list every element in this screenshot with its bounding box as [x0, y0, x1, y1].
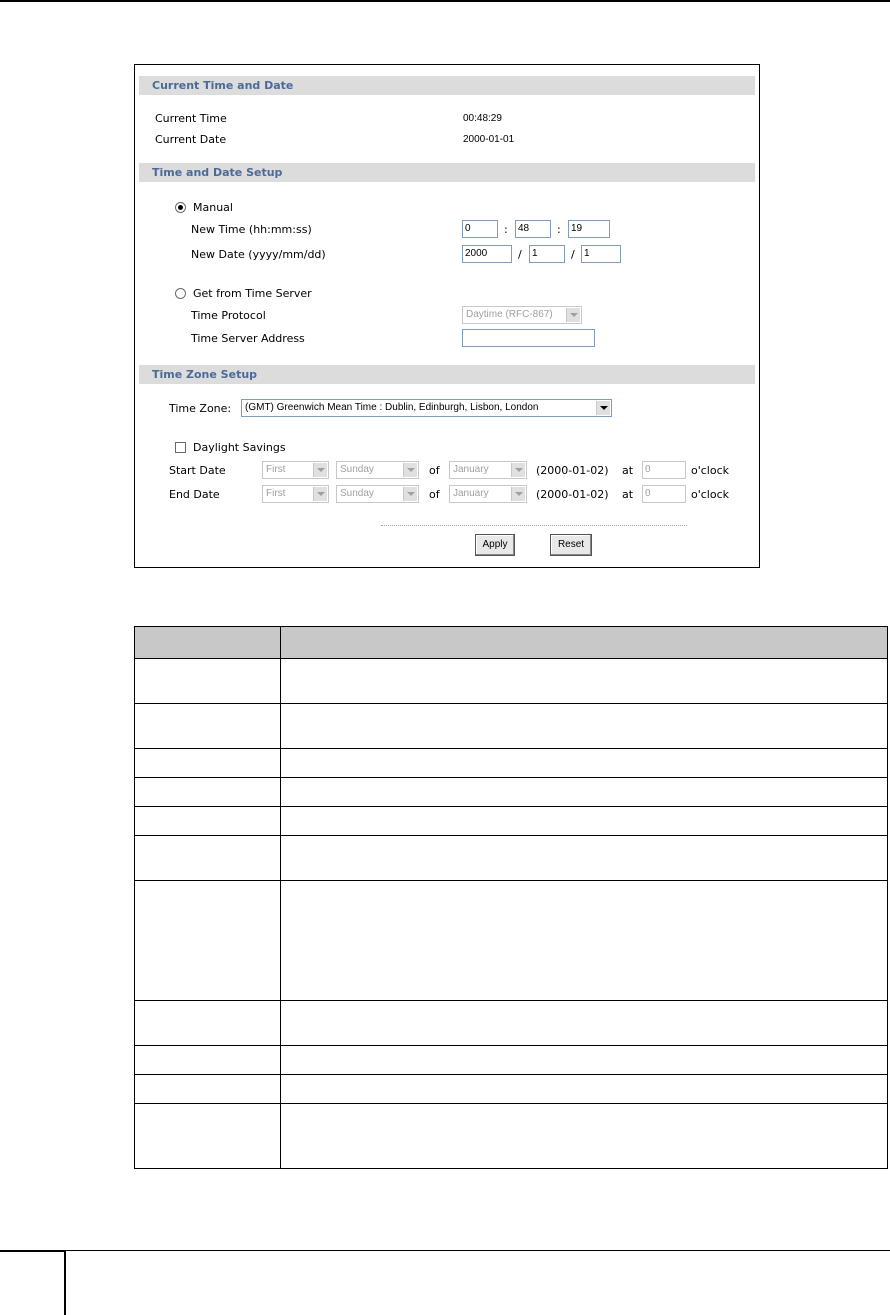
- start-date-label: Start Date: [169, 464, 226, 477]
- table-row: [135, 1075, 888, 1104]
- table-cell: [281, 659, 888, 704]
- chevron-down-icon: [566, 308, 580, 322]
- table-cell: [135, 807, 281, 836]
- table-row: [135, 836, 888, 881]
- manual-radio[interactable]: [175, 202, 186, 213]
- table-cell: [281, 704, 888, 749]
- table-cell: [281, 749, 888, 778]
- end-week-value: First: [266, 488, 286, 499]
- table-row: [135, 1104, 888, 1169]
- end-day-select[interactable]: [336, 485, 419, 503]
- table-cell: [281, 807, 888, 836]
- of-label: of: [429, 464, 440, 477]
- chevron-down-icon: [596, 401, 610, 415]
- end-month-select[interactable]: [449, 485, 527, 503]
- start-month-value: January: [453, 464, 489, 475]
- start-hour-input[interactable]: 0: [642, 461, 686, 479]
- chevron-down-icon: [511, 463, 525, 477]
- table-header-row: [135, 627, 888, 659]
- date-separator: /: [518, 248, 522, 261]
- time-separator: :: [504, 223, 508, 236]
- at-label: at: [622, 464, 634, 477]
- table-cell: [281, 1104, 888, 1169]
- time-server-label: Get from Time Server: [193, 287, 312, 300]
- section-header-zone: Time Zone Setup: [139, 365, 755, 384]
- manual-label: Manual: [193, 201, 233, 214]
- new-time-label: New Time (hh:mm:ss): [191, 223, 312, 236]
- table-row: [135, 749, 888, 778]
- page-number-box: [0, 1250, 66, 1315]
- chevron-down-icon: [511, 487, 525, 501]
- daylight-savings-label: Daylight Savings: [193, 441, 286, 454]
- table-cell: [281, 881, 888, 1001]
- table-cell: [135, 749, 281, 778]
- table-row: [135, 1046, 888, 1075]
- end-date-value: (2000-01-02): [536, 488, 609, 501]
- chevron-down-icon: [403, 487, 417, 501]
- chevron-down-icon: [403, 463, 417, 477]
- table-cell: [281, 778, 888, 807]
- start-day-value: Sunday: [340, 464, 374, 475]
- new-time-minute-input[interactable]: 48: [515, 220, 551, 238]
- page-bottom-rule: [66, 1250, 890, 1251]
- time-zone-select[interactable]: [241, 399, 612, 417]
- table-cell: [135, 881, 281, 1001]
- table-cell: [135, 1046, 281, 1075]
- of-label: of: [429, 488, 440, 501]
- time-protocol-value: Daytime (RFC-867): [466, 309, 553, 320]
- oclock-label: o'clock: [691, 488, 730, 501]
- section-header-current: Current Time and Date: [139, 76, 755, 95]
- divider: [381, 525, 687, 526]
- table-cell: [135, 659, 281, 704]
- time-zone-value: (GMT) Greenwich Mean Time : Dublin, Edinburgh, Lisbon, London: [245, 402, 539, 413]
- new-date-month-input[interactable]: 1: [529, 245, 565, 263]
- time-date-screen: [134, 64, 760, 568]
- table-cell: [135, 778, 281, 807]
- current-time-label: Current Time: [155, 112, 227, 125]
- chevron-down-icon: [313, 463, 327, 477]
- new-date-day-input[interactable]: 1: [581, 245, 621, 263]
- table-header-cell: [281, 627, 888, 659]
- current-date-label: Current Date: [155, 133, 227, 146]
- field-description-table: [134, 626, 888, 1169]
- time-server-radio[interactable]: [175, 288, 186, 299]
- table-header-cell: [135, 627, 281, 659]
- end-hour-input[interactable]: 0: [642, 485, 686, 503]
- end-day-value: Sunday: [340, 488, 374, 499]
- daylight-savings-checkbox[interactable]: [175, 442, 186, 453]
- table-cell: [135, 1001, 281, 1046]
- table-row: [135, 1001, 888, 1046]
- table-cell: [135, 836, 281, 881]
- apply-button[interactable]: Apply: [475, 534, 515, 556]
- new-date-label: New Date (yyyy/mm/dd): [191, 248, 326, 261]
- page-top-rule: [0, 0, 890, 2]
- time-server-address-input[interactable]: [462, 329, 595, 347]
- current-date-value: 2000-01-01: [463, 134, 515, 145]
- new-time-hour-input[interactable]: 0: [462, 220, 498, 238]
- end-date-label: End Date: [169, 488, 220, 501]
- time-protocol-select[interactable]: [462, 306, 582, 324]
- time-protocol-label: Time Protocol: [191, 309, 266, 322]
- section-header-setup: Time and Date Setup: [139, 163, 755, 182]
- table-row: [135, 659, 888, 704]
- at-label: at: [622, 488, 634, 501]
- table-cell: [135, 1075, 281, 1104]
- table-cell: [281, 1001, 888, 1046]
- reset-button[interactable]: Reset: [550, 534, 592, 556]
- new-date-year-input[interactable]: 2000: [462, 245, 512, 263]
- table-row: [135, 704, 888, 749]
- table-cell: [135, 1104, 281, 1169]
- chevron-down-icon: [313, 487, 327, 501]
- date-separator: /: [571, 248, 575, 261]
- start-week-select[interactable]: [262, 461, 329, 479]
- end-week-select[interactable]: [262, 485, 329, 503]
- table-cell: [281, 1075, 888, 1104]
- end-month-value: January: [453, 488, 489, 499]
- start-month-select[interactable]: [449, 461, 527, 479]
- time-server-address-label: Time Server Address: [191, 332, 305, 345]
- start-week-value: First: [266, 464, 286, 475]
- table-row: [135, 807, 888, 836]
- table-cell: [281, 1046, 888, 1075]
- table-cell: [281, 836, 888, 881]
- start-date-value: (2000-01-02): [536, 464, 609, 477]
- time-separator: :: [557, 223, 561, 236]
- table-row: [135, 881, 888, 1001]
- table-row: [135, 778, 888, 807]
- time-zone-label: Time Zone:: [169, 402, 232, 415]
- table-cell: [135, 704, 281, 749]
- current-time-value: 00:48:29: [463, 113, 502, 124]
- oclock-label: o'clock: [691, 464, 730, 477]
- start-day-select[interactable]: [336, 461, 419, 479]
- new-time-second-input[interactable]: 19: [568, 220, 610, 238]
